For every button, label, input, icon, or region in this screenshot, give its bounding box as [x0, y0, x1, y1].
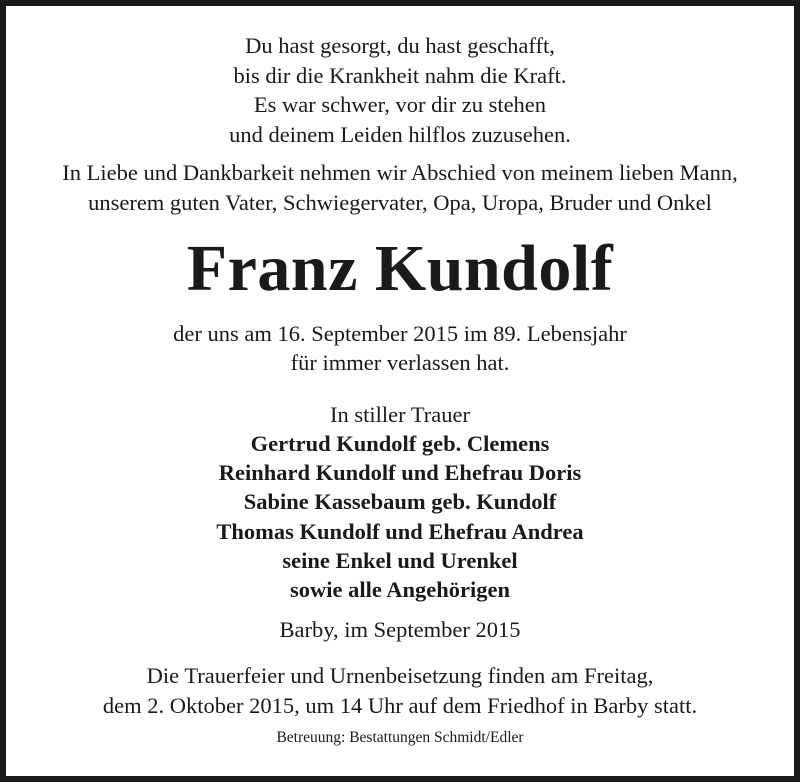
mourner: Sabine Kassebaum geb. Kundolf: [243, 489, 557, 515]
mourning-title: In stiller Trauer: [330, 402, 470, 427]
farewell-intro: [6, 158, 794, 218]
death-notice-line: für immer verlassen hat.: [290, 350, 510, 375]
undertaker-credit: Betreuung: Bestattungen Schmidt/Edler: [276, 729, 524, 746]
funeral-info-line: Die Trauerfeier und Urnenbeisetzung finden am Freitag,: [146, 663, 654, 688]
mourner: Reinhard Kundolf und Ehefrau Doris: [218, 460, 582, 486]
death-notice-line: der uns am 16. September 2015 im 89. Lebensjahr: [173, 321, 627, 346]
poem-line: Du hast gesorgt, du hast geschafft,: [245, 33, 555, 58]
intro-line: unserem guten Vater, Schwiegervater, Opa, Uropa, Bruder und Onkel: [88, 190, 712, 215]
poem: [6, 31, 794, 149]
poem-line: und deinem Leiden hilflos zuzusehen.: [229, 121, 571, 147]
poem-line: Es war schwer, vor dir zu stehen: [253, 92, 547, 117]
mourner: sowie alle Angehörigen: [290, 577, 510, 603]
funeral-info-line: dem 2. Oktober 2015, um 14 Uhr auf dem Friedhof in Barby statt.: [102, 693, 698, 718]
funeral-info: [6, 661, 794, 721]
poem-line: bis dir die Krankheit nahm die Kraft.: [233, 62, 567, 88]
place-date: Barby, im September 2015: [279, 617, 521, 642]
mourner: Thomas Kundolf und Ehefrau Andrea: [216, 518, 584, 544]
mourner: Gertrud Kundolf geb. Clemens: [250, 431, 550, 456]
deceased-name: Franz Kundolf: [186, 232, 614, 305]
death-notice: [6, 319, 794, 377]
mourner: seine Enkel und Urenkel: [282, 547, 518, 573]
mourners-list: [6, 429, 794, 604]
intro-line: In Liebe und Dankbarkeit nehmen wir Abschied von meinem lieben Mann,: [62, 160, 738, 185]
